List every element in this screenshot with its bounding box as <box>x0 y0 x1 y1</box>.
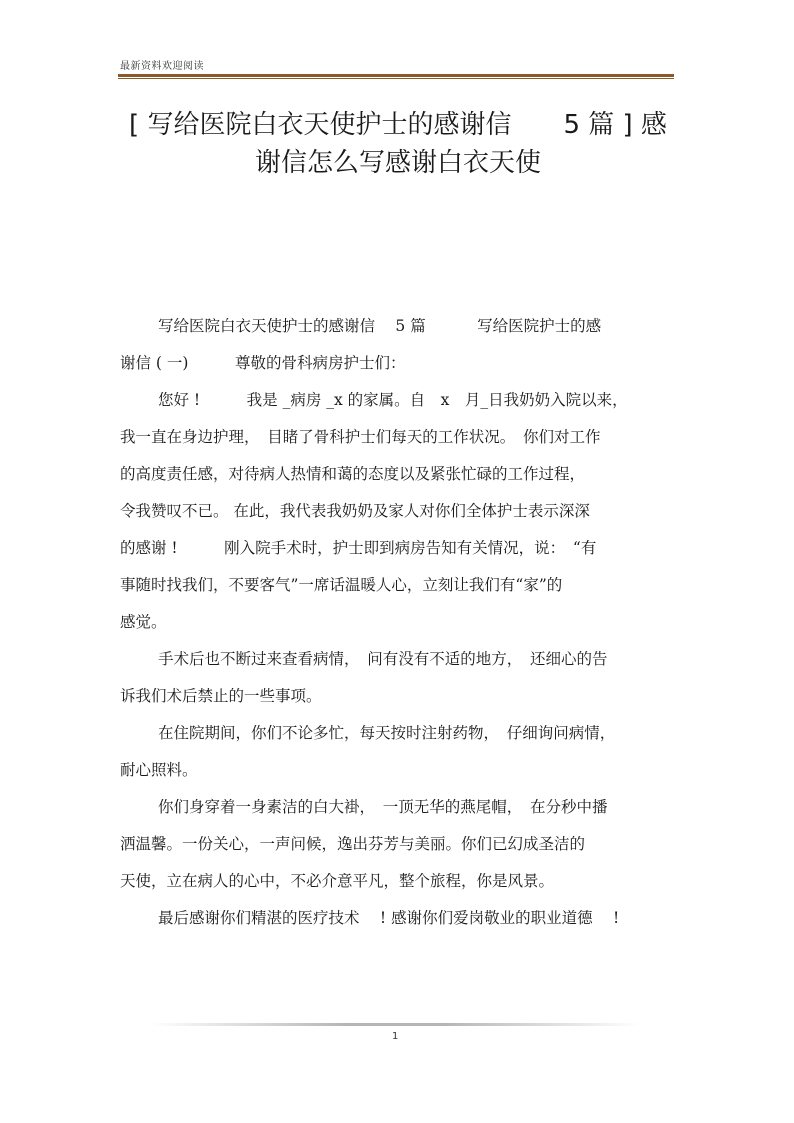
body-line: 的感谢 ! 刚入院手术时，护士即到病房告知有关情况，说： “有 <box>120 539 597 557</box>
body-line: 手术后也不断过来查看病情， 问有没有不适的地方， 还细心的告 <box>158 650 608 668</box>
body-line: 谢信 ( 一) 尊敬的骨科病房护士们： <box>120 354 406 372</box>
body-line: 诉我们术后禁止的一些事项。 <box>120 687 322 705</box>
body-line: 令我赞叹不已。 在此，我代表我奶奶及家人对你们全体护士表示深深 <box>120 502 590 520</box>
header-divider-thin <box>118 78 674 79</box>
header-divider <box>118 74 674 80</box>
header-divider-thick <box>118 74 674 77</box>
body-line: 在住院期间，你们不论多忙，每天按时注射药物， 仔细询问病情， <box>158 724 616 742</box>
body-line: 耐心照料。 <box>120 761 198 779</box>
body-line: 事随时找我们，不要客气”一席话温暖人心，立刻让我们有“家”的 <box>120 576 563 594</box>
body-line: 您好 ! 我是 _病房 _x 的家属。自 x 月_日我奶奶入院以来， <box>158 391 628 409</box>
body-line: 你们身穿着一身素洁的白大褂， 一顶无华的燕尾帽， 在分秒中播 <box>158 798 608 816</box>
title-line-2: 谢信怎么写感谢白衣天使 <box>254 148 541 178</box>
body-line: 最后感谢你们精湛的医疗技术 ! 感谢你们爱岗敬业的职业道德 ! <box>158 909 620 927</box>
body-line: 写给医院白衣天使护士的感谢信 5 篇 写给医院护士的感 <box>158 317 602 335</box>
running-header: 最新资料欢迎阅读 <box>120 61 204 72</box>
title-line-1: [ 写给医院白衣天使护士的感谢信 5 篇 ] 感 <box>129 110 667 140</box>
footer-divider <box>150 1023 640 1026</box>
page-number: 1 <box>392 1031 399 1042</box>
body-line: 天使，立在病人的心中，不必介意平凡，整个旅程，你是风景。 <box>120 872 555 890</box>
body-line: 感觉。 <box>120 613 167 631</box>
body-line: 的高度责任感，对待病人热情和蔼的态度以及紧张忙碌的工作过程， <box>120 465 586 483</box>
document-title <box>120 106 676 182</box>
body-line: 洒温馨。一份关心，一声问候，逸出芬芳与美丽。你们已幻成圣洁的 <box>120 835 586 853</box>
letter-body <box>120 313 676 942</box>
body-line: 我一直在身边护理， 目睹了骨科护士们每天的工作状况。 你们对工作 <box>120 428 601 446</box>
